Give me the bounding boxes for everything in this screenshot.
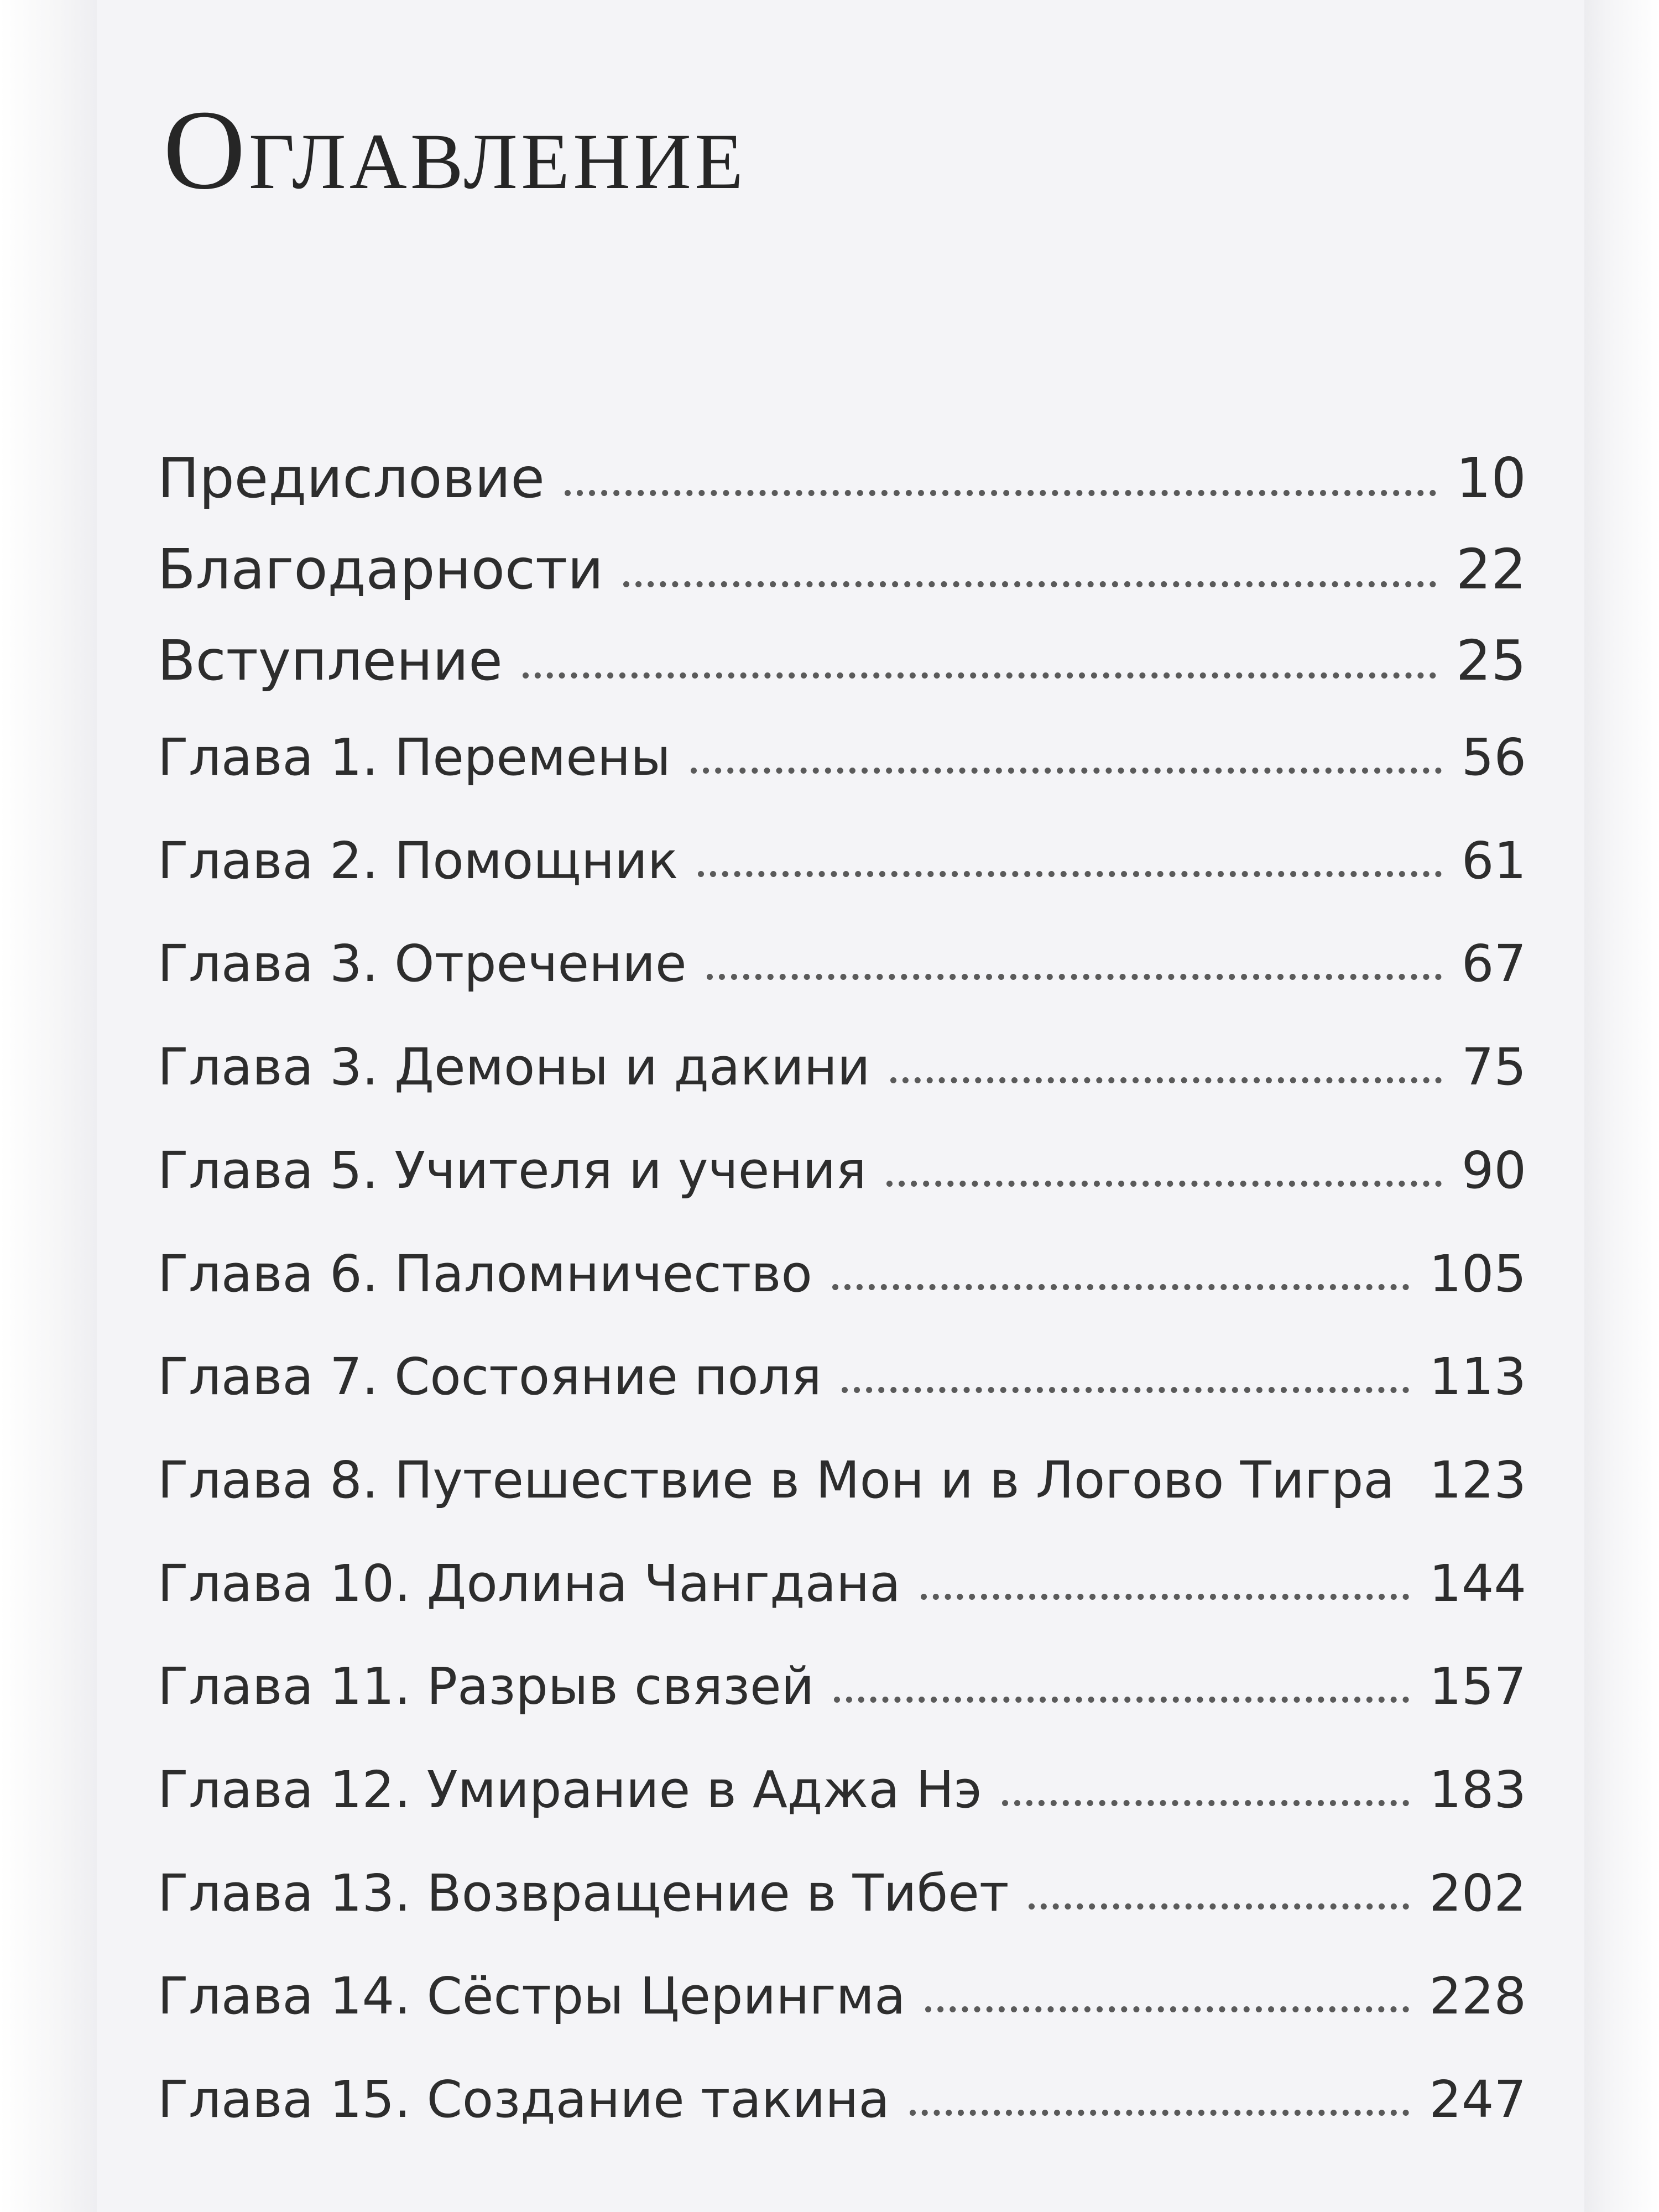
toc-entry-title: Глава 6. Паломничество bbox=[158, 1244, 812, 1303]
dot-leader bbox=[832, 1279, 1410, 1290]
toc-entry-title: Глава 2. Помощник bbox=[158, 831, 679, 890]
toc-page-number: 25 bbox=[1455, 628, 1526, 693]
dot-leader bbox=[523, 667, 1436, 679]
toc-entry-title: Глава 1. Перемены bbox=[158, 728, 671, 787]
toc-page-number: 202 bbox=[1429, 1864, 1526, 1923]
dot-leader bbox=[834, 1691, 1409, 1703]
toc-page-number: 56 bbox=[1461, 728, 1526, 787]
toc-page-number: 157 bbox=[1429, 1657, 1526, 1716]
toc-entry-title: Глава 3. Демоны и дакини bbox=[158, 1037, 870, 1097]
toc-entry-chapter-8 bbox=[158, 1442, 1526, 1519]
dot-leader bbox=[565, 484, 1436, 496]
toc-entry-chapter-11 bbox=[158, 1648, 1526, 1725]
toc-entry-title: Глава 3. Отречение bbox=[158, 934, 687, 993]
toc-entry-chapter-2 bbox=[158, 822, 1526, 900]
dot-leader bbox=[623, 576, 1436, 587]
dot-leader bbox=[698, 865, 1441, 877]
dot-leader bbox=[925, 2001, 1409, 2012]
scan-margin-left bbox=[0, 0, 97, 2212]
toc-entry-title: Предисловие bbox=[158, 446, 545, 510]
dot-leader bbox=[842, 1381, 1410, 1393]
toc-entry-title: Глава 5. Учителя и учения bbox=[158, 1141, 867, 1200]
toc-entry-title: Благодарности bbox=[158, 537, 604, 602]
toc-entry-chapter-10 bbox=[158, 1545, 1526, 1623]
dot-leader bbox=[890, 1072, 1442, 1083]
table-of-contents bbox=[158, 0, 1526, 2212]
dot-leader bbox=[1002, 1794, 1410, 1806]
toc-entry-introduction bbox=[158, 622, 1526, 700]
toc-page-number: 105 bbox=[1429, 1244, 1526, 1303]
toc-entry-chapter-12 bbox=[158, 1751, 1526, 1829]
toc-page-number: 183 bbox=[1429, 1760, 1526, 1819]
toc-entry-title: Вступление bbox=[158, 628, 503, 693]
toc-page-number: 10 bbox=[1455, 446, 1526, 510]
toc-entry-chapter-5 bbox=[158, 1132, 1526, 1209]
toc-page-number: 247 bbox=[1429, 2070, 1526, 2129]
toc-page-number: 90 bbox=[1461, 1141, 1526, 1200]
toc-entry-chapter-15 bbox=[158, 2061, 1526, 2138]
dot-leader bbox=[1029, 1898, 1409, 1910]
toc-entry-title: Глава 10. Долина Чангдана bbox=[158, 1554, 901, 1613]
dot-leader bbox=[1405, 1491, 1420, 1496]
toc-entry-chapter-3 bbox=[158, 925, 1526, 1003]
toc-page-number: 22 bbox=[1455, 537, 1526, 602]
scan-margin-right bbox=[1584, 0, 1659, 2212]
page-title: Оглавление bbox=[163, 86, 747, 213]
toc-page-number: 75 bbox=[1461, 1037, 1526, 1097]
toc-page-number: 123 bbox=[1429, 1451, 1526, 1510]
toc-entry-title: Глава 15. Создание такина bbox=[158, 2070, 890, 2129]
toc-entry-chapter-6 bbox=[158, 1235, 1526, 1313]
toc-entry-title: Глава 13. Возвращение в Тибет bbox=[158, 1864, 1009, 1923]
toc-page-number: 67 bbox=[1461, 934, 1526, 993]
toc-entry-title: Глава 7. Состояние поля bbox=[158, 1347, 822, 1406]
toc-page-number: 61 bbox=[1461, 831, 1526, 890]
dot-leader bbox=[921, 1588, 1410, 1600]
toc-entry-title: Глава 12. Умирание в Аджа Нэ bbox=[158, 1760, 982, 1819]
toc-page-number: 144 bbox=[1429, 1554, 1526, 1613]
dot-leader bbox=[707, 968, 1442, 980]
toc-entry-chapter-3b bbox=[158, 1029, 1526, 1106]
toc-page-number: 113 bbox=[1429, 1347, 1526, 1406]
toc-entry-title: Глава 8. Путешествие в Мон и в Логово Тигра bbox=[158, 1451, 1395, 1510]
toc-entry-chapter-14 bbox=[158, 1958, 1526, 2035]
toc-entry-chapter-1 bbox=[158, 719, 1526, 796]
toc-entry-preface bbox=[158, 440, 1526, 517]
dot-leader bbox=[691, 762, 1442, 774]
toc-entry-acknowledgements bbox=[158, 531, 1526, 608]
toc-entry-title: Глава 14. Сёстры Церингма bbox=[158, 1966, 906, 2026]
toc-entry-title: Глава 11. Разрыв связей bbox=[158, 1657, 815, 1716]
toc-page-number: 228 bbox=[1429, 1966, 1526, 2026]
dot-leader bbox=[910, 2104, 1410, 2116]
dot-leader bbox=[886, 1175, 1442, 1187]
toc-entry-chapter-13 bbox=[158, 1855, 1526, 1932]
toc-entry-chapter-7 bbox=[158, 1338, 1526, 1416]
